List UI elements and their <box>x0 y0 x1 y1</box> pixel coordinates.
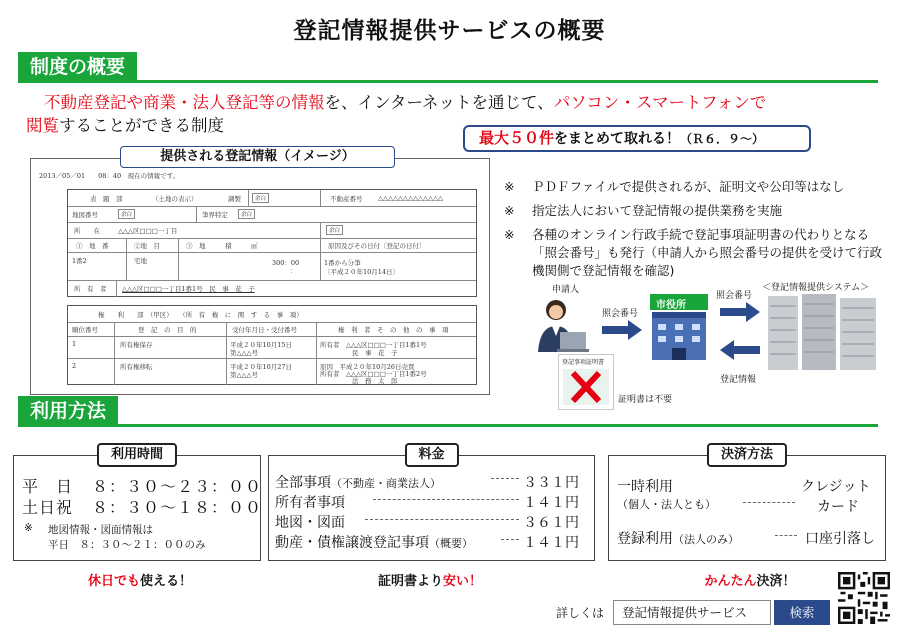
doc-shozai-val: △△△区□□□一丁目 <box>118 227 178 235</box>
doc-r1-name: 民 事 花 子 <box>352 349 398 357</box>
hours-card <box>13 447 263 561</box>
fees-title: 料金 <box>404 443 458 467</box>
doc-c1: 順位番号 <box>72 326 98 334</box>
label-ref-no-right: 照会番号 <box>716 291 753 301</box>
label-reg-info: 登記情報 <box>720 375 757 385</box>
doc-chiban: ① 地 番 <box>76 242 109 250</box>
doc-r2-name: 法 務 太 郎 <box>352 377 398 385</box>
section-usage-tab: 利用方法 <box>18 396 118 426</box>
tagline-easy: かんたん決済！ <box>704 574 796 589</box>
doc-r1-holder: 所有者 △△△区□□□一丁目1番1号 <box>320 341 427 349</box>
doc-chimoku: ②地 目 <box>134 242 160 250</box>
cross-icon <box>561 367 611 407</box>
callout-big: 最大５０件 <box>479 129 555 147</box>
payment-card <box>608 447 886 561</box>
doc-r-chiban: 1番2 <box>72 257 87 265</box>
tagline-holidays: 休日でも使える！ <box>87 574 193 589</box>
server-rack-icon <box>768 294 880 372</box>
doc-fudosan-no: 不動産番号 <box>330 195 363 203</box>
callout-mid: をまとめて取れる！ <box>554 131 681 147</box>
hours-note2: 平日 ８：３０～２１：００のみ <box>48 539 206 551</box>
fee-row-4: 動産・債権譲渡登記事項（概要） <box>275 535 473 551</box>
pay-registered: 登録利用（法人のみ） <box>617 531 739 547</box>
label-city-hall: 市役所 <box>656 300 686 311</box>
doc-yohaku-3: 余白 <box>238 209 255 219</box>
doc-title-table <box>67 189 477 297</box>
note-item-1: ※ ＰＤＦファイルで提供されるが、証明文や公印等はなし <box>504 179 845 194</box>
fee-row-1: 全部事項（不動産・商業法人） <box>275 475 441 491</box>
flow-diagram <box>530 278 885 408</box>
doc-hyodai: 表 題 部 <box>90 195 123 203</box>
doc-r1-date: 平成２０年10月15日 <box>230 341 293 349</box>
doc-r1-no: 1 <box>72 340 77 348</box>
doc-fudosan-val: △△△△△△△△△△△△△ <box>378 194 443 202</box>
note-item-2: ※ 指定法人において登記情報の提供業務を実施 <box>504 203 783 218</box>
leader-line <box>501 539 519 540</box>
doc-chiseki: ③ 地 積 ㎡ <box>186 242 258 250</box>
hours-weekday-time: ８：３０～２３：００ <box>92 477 263 496</box>
page-title: 登記情報提供サービスの概要 <box>293 18 606 44</box>
doc-r2-no: 2 <box>72 362 77 370</box>
doc-chosei: 調製 <box>228 195 241 203</box>
fee-price-4: １４１円 <box>523 535 579 551</box>
doc-yohaku-2: 余白 <box>118 209 135 219</box>
label-applicant: 申請人 <box>552 285 580 295</box>
doc-c2: 登 記 の 目 的 <box>138 326 197 334</box>
leader-line <box>365 519 519 520</box>
search-input[interactable]: 登記情報提供サービス <box>613 600 771 625</box>
section-overview-tab: 制度の概要 <box>18 52 137 82</box>
doc-r-chiseki: 300：00 <box>272 259 300 267</box>
pay-credit2: カード <box>817 499 859 515</box>
label-system: ＜登記情報提供システム＞ <box>762 283 870 293</box>
hours-title: 利用時間 <box>97 443 177 467</box>
section-divider <box>18 424 878 427</box>
doc-r2-purpose: 所有権移転 <box>120 363 153 371</box>
doc-r1-purpose: 所有権保存 <box>120 341 153 349</box>
note-item-3: ※ 各種のオンライン行政手続で登記事項証明書の代わりとなる「照会番号」も発行（申請人から照会番号の提供を受けて行政機関側で登記情報を確認) <box>504 227 883 278</box>
doc-date: 2013／05／01 08：40 現在の情報です。 <box>39 172 180 180</box>
doc-r-genin1: 1番から分筆 <box>324 259 361 267</box>
hours-holiday-label: 土日祝 <box>22 498 74 517</box>
doc-r2-holder: 所有者 △△△区□□□一丁目1番2号 <box>320 370 427 378</box>
doc-c3: 受付年月日・受付番号 <box>232 326 297 334</box>
tagline-cheap: 証明書より安い！ <box>377 574 483 589</box>
arrow-right-icon <box>720 302 760 322</box>
fee-row-2: 所有者事項 <box>275 495 345 511</box>
doc-r2-cause: 原因 平成２０年10月26日売買 <box>320 363 415 371</box>
doc-yohaku-1: 余白 <box>252 193 269 203</box>
label-cert-not-needed: 証明書は不要 <box>618 395 673 405</box>
hours-weekday-label: 平 日 <box>22 477 74 496</box>
doc-r-chiseki2: ： <box>290 267 297 275</box>
certificate-doc <box>558 354 614 410</box>
fees-card <box>268 447 595 561</box>
doc-yohaku-4: 余白 <box>326 225 343 235</box>
hours-note-mark: ※ <box>24 522 33 534</box>
doc-r2-date: 平成２０年10月27日 <box>230 363 293 371</box>
section-divider <box>18 80 878 83</box>
intro-part1: 不動産登記や商業・法人登記等の情報 <box>44 93 325 112</box>
doc-tochi: （土地の表示） <box>152 195 198 203</box>
doc-genin: 原因及びその日付〔登記の日付〕 <box>328 242 426 250</box>
pay-one-time: 一時利用 <box>617 479 673 495</box>
intro-part4: 閲覧 <box>26 116 59 135</box>
doc-r-genin2: 〔平成２０年10月14日〕 <box>324 268 400 276</box>
doc-c4: 権 利 者 そ の 他 の 事 項 <box>338 326 449 334</box>
doc-r1-num: 第△△△号 <box>230 349 258 357</box>
leader-line <box>775 535 797 536</box>
pay-credit1: クレジット <box>801 479 871 495</box>
search-button[interactable]: 検索 <box>774 600 830 625</box>
pay-one-time-sub: （個人・法人とも） <box>617 498 716 511</box>
notes-list <box>504 178 889 280</box>
label-cert: 登記事項証明書 <box>562 359 605 366</box>
fee-price-2: １４１円 <box>523 495 579 511</box>
intro-part3: パソコン・スマートフォンで <box>553 93 767 112</box>
registry-image-sample <box>30 158 490 395</box>
doc-rights-table <box>67 305 477 385</box>
doc-hitsukai: 筆界特定 <box>202 211 228 219</box>
label-ref-no-left: 照会番号 <box>602 309 639 319</box>
payment-title: 決済方法 <box>707 443 787 467</box>
doc-shozai: 所 在 <box>74 227 100 235</box>
hours-note1: 地図情報・図面情報は <box>48 524 153 536</box>
doc-kenri-head: 権 利 部 （甲区） （所 有 権 に 関 す る 事 項） <box>98 311 303 319</box>
doc-shoyusha: 所 有 者 <box>74 285 107 293</box>
leader-line <box>491 478 519 479</box>
leader-line <box>743 502 795 503</box>
pay-debit: 口座引落し <box>805 531 875 547</box>
fee-row-3: 地図・図面 <box>275 515 345 531</box>
fee-price-3: ３６１円 <box>523 515 579 531</box>
intro-part5: することができる制度 <box>59 116 224 135</box>
callout-sub: （Ｒ６．９～） <box>680 132 765 146</box>
more-info-label: 詳しくは <box>556 606 605 620</box>
qr-code-icon[interactable] <box>838 572 890 624</box>
doc-shoyusha-val: △△△区□□□一丁目1番1号 民 事 花 子 <box>122 285 255 293</box>
doc-chizu: 地図番号 <box>72 211 98 219</box>
fee-price-1: ３３１円 <box>523 475 579 491</box>
arrow-right-icon <box>602 320 642 340</box>
arrow-left-icon <box>720 340 760 360</box>
person-at-laptop-icon <box>530 296 592 354</box>
callout-badge <box>463 125 811 152</box>
hours-holiday-time: ８：３０～１８：００ <box>92 498 263 517</box>
intro-part2: を、インターネットを通じて、 <box>324 93 554 112</box>
doc-r-chimoku: 宅地 <box>134 257 147 265</box>
leader-line <box>373 499 519 500</box>
doc-r2-num: 第△△△号 <box>230 371 258 379</box>
image-label: 提供される登記情報（イメージ） <box>120 146 395 168</box>
